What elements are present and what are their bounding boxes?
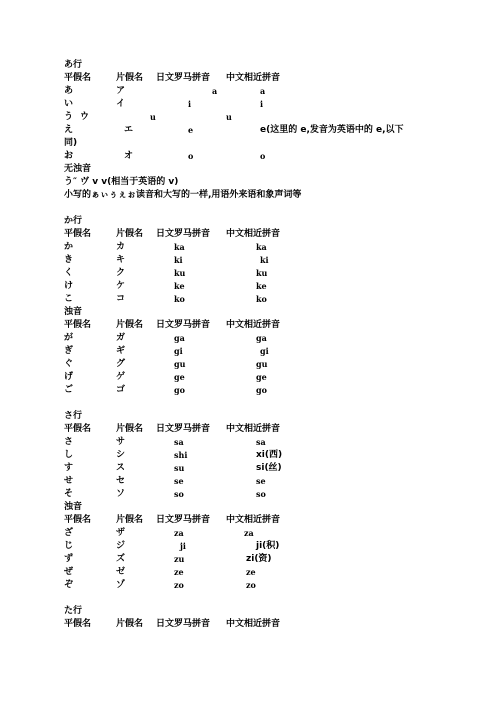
kata-cell: ケ	[116, 281, 126, 291]
pinyin-cell: ze	[246, 567, 256, 577]
pinyin-cell: ke	[256, 281, 267, 291]
romaji-cell: gi	[174, 346, 183, 356]
hira-cell: う	[64, 112, 74, 122]
hira-cell: え	[64, 125, 74, 135]
kata-cell: ア	[116, 86, 126, 96]
kata-cell: ゲ	[116, 372, 126, 382]
pinyin-cell: gu	[256, 359, 268, 369]
hira-cell: ぐ	[64, 359, 74, 369]
romaji-cell: sa	[174, 437, 184, 447]
romaji-cell: go	[174, 385, 185, 395]
pinyin-cell: a	[260, 86, 266, 96]
pinyin-cell: ji(积)	[256, 541, 280, 551]
romaji-cell: o	[188, 151, 194, 161]
romaji-cell: a	[212, 86, 218, 96]
header-hira: 平假名	[64, 320, 92, 330]
romaji-cell: shi	[174, 450, 188, 460]
hira-cell: き	[64, 255, 74, 265]
pinyin-cell: se	[256, 476, 266, 486]
header-hira: 平假名	[64, 619, 92, 629]
header-hira: 平假名	[64, 73, 92, 83]
pinyin-cell: e(这里的 e,发音为英语中的 e,以下	[260, 125, 404, 135]
header-hira: 平假名	[64, 424, 92, 434]
header-romaji: 日文罗马拼音	[156, 320, 211, 330]
header-pinyin: 中文相近拼音	[226, 424, 281, 434]
header-kata: 片假名	[116, 229, 144, 239]
hira-cell: ぎ	[64, 346, 74, 356]
header-romaji: 日文罗马拼音	[156, 229, 211, 239]
pinyin-cell: o	[260, 151, 266, 161]
kata-cell: ズ	[116, 554, 126, 564]
kata-cell: エ	[124, 125, 134, 135]
romaji-cell: ko	[174, 294, 185, 304]
kata-cell: ゴ	[116, 385, 126, 395]
romaji-cell: ga	[174, 333, 185, 343]
pinyin-cell: zi(资)	[246, 554, 272, 564]
hira-cell: ぜ	[64, 567, 74, 577]
romaji-cell: ji	[180, 541, 186, 551]
hira-cell: こ	[64, 294, 74, 304]
subsection-title: 无浊音	[64, 164, 92, 174]
hira-cell: さ	[64, 437, 74, 447]
pinyin-cell: si(丝)	[256, 463, 282, 473]
hira-cell: そ	[64, 489, 74, 499]
kata-cell: セ	[116, 476, 126, 486]
header-hira: 平假名	[64, 229, 92, 239]
section-title-ta: た行	[64, 606, 83, 616]
pinyin-cell: gi	[260, 346, 269, 356]
romaji-cell: ki	[174, 255, 183, 265]
kata-cell: オ	[124, 151, 134, 161]
romaji-cell: ka	[174, 242, 185, 252]
hira-cell: し	[64, 450, 74, 460]
pinyin-cell: ka	[256, 242, 267, 252]
pinyin-cell: i	[260, 99, 264, 109]
kata-cell: カ	[116, 242, 126, 252]
romaji-cell: ge	[174, 372, 185, 382]
pinyin-cell: sa	[256, 437, 266, 447]
romaji-cell: za	[174, 528, 184, 538]
romaji-cell: ke	[174, 281, 185, 291]
pinyin-cell: u	[226, 112, 232, 122]
pinyin-cell: zo	[246, 580, 256, 590]
section-title-a: あ行	[64, 60, 83, 70]
subsection-title: 浊音	[64, 307, 83, 317]
pinyin-cell: ku	[256, 268, 268, 278]
header-romaji: 日文罗马拼音	[156, 424, 211, 434]
header-kata: 片假名	[116, 619, 144, 629]
hira-cell: か	[64, 242, 74, 252]
wrapped-text: 同)	[64, 138, 78, 148]
romaji-cell: se	[174, 476, 184, 486]
hira-cell: あ	[64, 86, 74, 96]
kata-cell: ク	[116, 268, 126, 278]
kata-cell: ザ	[116, 528, 126, 538]
romaji-cell: zo	[174, 580, 184, 590]
section-title-ka: か行	[64, 216, 83, 226]
hira-cell: ざ	[64, 528, 74, 538]
header-pinyin: 中文相近拼音	[226, 320, 281, 330]
hira-cell: い	[64, 99, 74, 109]
pinyin-cell: ge	[256, 372, 267, 382]
romaji-cell: ku	[174, 268, 186, 278]
hira-cell: ず	[64, 554, 74, 564]
romaji-cell: zu	[174, 554, 185, 564]
header-hira: 平假名	[64, 515, 92, 525]
kata-cell: ス	[116, 463, 126, 473]
hira-cell: げ	[64, 372, 74, 382]
header-pinyin: 中文相近拼音	[226, 73, 281, 83]
pinyin-cell: ko	[256, 294, 267, 304]
voiced-line: う″ ヴ v v(相当于英语的 v)	[64, 177, 179, 187]
hira-cell: せ	[64, 476, 74, 486]
kata-cell: ウ	[80, 112, 90, 122]
romaji-cell: i	[188, 99, 192, 109]
hira-cell: ぞ	[64, 580, 74, 590]
romaji-cell: su	[174, 463, 185, 473]
header-pinyin: 中文相近拼音	[226, 229, 281, 239]
romaji-cell: ze	[174, 567, 184, 577]
kata-cell: サ	[116, 437, 126, 447]
kata-cell: キ	[116, 255, 126, 265]
romaji-cell: e	[188, 125, 194, 135]
header-romaji: 日文罗马拼音	[156, 619, 211, 629]
romaji-cell: u	[150, 112, 156, 122]
header-romaji: 日文罗马拼音	[156, 515, 211, 525]
hira-cell: が	[64, 333, 74, 343]
kata-cell: シ	[116, 450, 126, 460]
pinyin-cell: ki	[260, 255, 269, 265]
section-title-sa: さ行	[64, 411, 83, 421]
pinyin-cell: go	[256, 385, 267, 395]
pinyin-cell: za	[244, 528, 254, 538]
kata-cell: ギ	[116, 346, 126, 356]
pinyin-cell: ga	[256, 333, 267, 343]
header-kata: 片假名	[116, 424, 144, 434]
hira-cell: じ	[64, 541, 74, 551]
header-kata: 片假名	[116, 515, 144, 525]
kata-cell: グ	[116, 359, 126, 369]
kata-cell: ガ	[116, 333, 126, 343]
kata-cell: コ	[116, 294, 126, 304]
subsection-title: 浊音	[64, 502, 83, 512]
romaji-cell: so	[174, 489, 184, 499]
header-pinyin: 中文相近拼音	[226, 619, 281, 629]
pinyin-cell: xi(西)	[256, 450, 283, 460]
hira-cell: け	[64, 281, 74, 291]
header-kata: 片假名	[116, 73, 144, 83]
hira-cell: す	[64, 463, 74, 473]
header-romaji: 日文罗马拼音	[156, 73, 211, 83]
pinyin-cell: so	[256, 489, 266, 499]
note-text: 小写的ぁぃぅぇぉ读音和大写的一样,用语外来语和象声词等	[64, 190, 302, 200]
hira-cell: お	[64, 151, 74, 161]
kata-cell: ゼ	[116, 567, 126, 577]
kata-cell: ゾ	[116, 580, 126, 590]
hira-cell: く	[64, 268, 74, 278]
kata-cell: ジ	[116, 541, 126, 551]
kata-cell: イ	[116, 99, 126, 109]
hira-cell: ご	[64, 385, 74, 395]
header-pinyin: 中文相近拼音	[226, 515, 281, 525]
kata-cell: ソ	[116, 489, 126, 499]
header-kata: 片假名	[116, 320, 144, 330]
romaji-cell: gu	[174, 359, 186, 369]
